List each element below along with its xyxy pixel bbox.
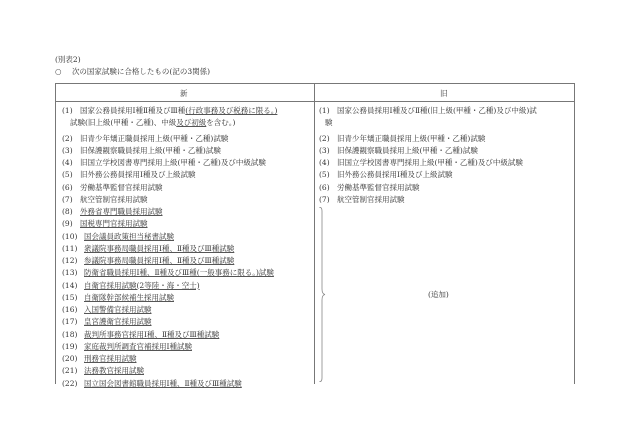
item-text: 衆議院事務局職員採用Ⅰ種、Ⅱ種及びⅢ種試験 [84,243,235,253]
new-item-13 [62,268,274,278]
new-item-14 [62,281,200,291]
old-item-7 [319,195,405,205]
new-item-11 [62,244,234,254]
new-item-3 [62,146,221,156]
item-text: 旧青少年矯正職員採用上級(甲種・乙種)試験 [337,133,486,143]
old-item-5 [319,170,452,180]
item-text: 旧国立学校図書専門採用上級(甲種・乙種)及び中級試験 [337,158,523,167]
document-heading [55,67,210,77]
old-item-2 [319,134,485,144]
brace-icon [318,207,326,382]
item-number: (3) [62,145,73,155]
new-item-16 [62,305,152,315]
item-text: 労働基準監督官採用試験 [80,182,163,192]
item-number: (21) [62,366,78,376]
new-item-1-line1 [62,106,277,116]
item-number: (13) [62,268,78,278]
item-number: (1) [62,106,73,115]
item-number: (8) [62,207,73,216]
item-text: 自衛官採用試験(2等陸・海・空士) [84,280,200,290]
item-number: (22) [62,378,78,388]
new-item-7 [62,195,148,205]
new-item-15 [62,293,174,303]
old-item-3 [319,146,478,156]
item-number: (5) [319,170,330,180]
item-text: 国家公務員採用Ⅰ種Ⅱ種及びⅢ種 [80,106,186,115]
item-text: 防衛省職員採用Ⅰ種、Ⅱ種及びⅢ種(一般事務に限る。)試験 [84,268,274,278]
item-text: 国立国会図書館職員採用Ⅰ種、Ⅱ種及びⅢ種試験 [84,378,242,388]
item-text: 試験(旧上級(甲種・乙種)、中級 [70,118,177,127]
item-text: 裁判所事務官採用Ⅰ種、Ⅱ種及びⅢ種試験 [84,329,220,339]
item-text-added: 及び初級 [176,118,207,127]
header-new: 新 [180,89,188,98]
item-text: 国家公務員採用Ⅰ種及びⅡ種(旧上級(甲種・乙種)及び中級)試 [337,106,537,115]
item-number: (4) [319,158,330,167]
item-text: 外務省専門職員採用試験 [80,207,163,216]
item-text: 刑務官採用試験 [84,354,137,363]
added-note: (追加) [428,290,449,299]
item-number: (17) [62,317,78,327]
item-number: (6) [319,182,330,192]
old-item-1-line2: 験 [325,118,333,127]
item-text: 旧外務公務員採用Ⅰ種及び上級試験 [337,170,453,180]
item-text: 皇宮護衛官採用試験 [84,317,152,327]
new-item-18 [62,330,219,340]
old-item-4 [319,158,523,168]
item-number: (19) [62,341,78,351]
new-item-5 [62,170,195,180]
item-text: 旧保護観察職員採用上級(甲種・乙種)試験 [80,145,221,155]
new-item-9 [62,219,148,229]
item-text: を含む。) [206,118,236,127]
old-item-1-line1 [319,106,537,116]
new-item-12 [62,256,234,266]
new-item-20 [62,354,137,364]
item-text: 旧青少年矯正職員採用上級(甲種・乙種)試験 [80,133,229,143]
new-item-17 [62,317,152,327]
appendix-label: (別表2) [55,55,81,64]
item-number: (20) [62,354,78,363]
item-text: 法務教官採用試験 [84,366,144,376]
item-text: 労働基準監督官採用試験 [337,182,420,192]
item-text: 国会議員政策担当秘書試験 [84,231,174,241]
new-item-19 [62,342,192,352]
new-item-6 [62,183,163,193]
item-number: (11) [62,243,78,253]
item-number: (16) [62,305,78,314]
item-text: 自衛隊幹部候補生採用試験 [84,292,174,302]
table-header-row [56,84,574,102]
new-item-10 [62,232,174,242]
column-divider [314,84,315,384]
item-text: 旧国立学校図書専門採用上級(甲種・乙種)及び中級試験 [80,158,266,167]
item-text-added: (行政事務及び税務に限る。) [185,106,278,115]
item-number: (2) [319,133,330,143]
item-text: 参議院事務局職員採用Ⅰ種、Ⅱ種及びⅢ種試験 [84,256,235,265]
item-number: (5) [62,170,73,180]
item-number: (7) [319,194,330,204]
item-number: (15) [62,292,78,302]
new-item-2 [62,134,228,144]
new-item-4 [62,158,266,168]
new-item-21 [62,366,144,376]
item-number: (4) [62,158,73,167]
item-number: (6) [62,182,73,192]
item-number: (2) [62,133,73,143]
header-old: 旧 [440,89,448,98]
item-number: (18) [62,329,78,339]
item-number: (14) [62,280,78,290]
item-text: 航空管制官採用試験 [80,194,148,204]
item-text: 旧外務公務員採用Ⅰ種及び上級試験 [80,170,196,180]
item-number: (7) [62,194,73,204]
item-number: (10) [62,231,78,241]
new-item-22 [62,379,242,389]
new-item-1-line2 [70,118,235,128]
heading-text: 次の国家試験に合格したもの(記の3関係) [71,67,211,76]
item-text: 旧保護観察職員採用上級(甲種・乙種)試験 [337,145,478,155]
item-text: 航空管制官採用試験 [337,194,405,204]
item-text: 国税専門官採用試験 [80,219,148,229]
item-text: 入国警備官採用試験 [84,305,152,314]
item-number: (1) [319,106,330,115]
bullet-icon: ○ [55,67,62,76]
item-number: (9) [62,219,73,229]
new-item-8 [62,207,163,217]
item-number: (3) [319,145,330,155]
item-text: 家庭裁判所調査官補採用Ⅰ種試験 [84,341,192,351]
item-number: (12) [62,256,78,265]
old-item-6 [319,183,420,193]
